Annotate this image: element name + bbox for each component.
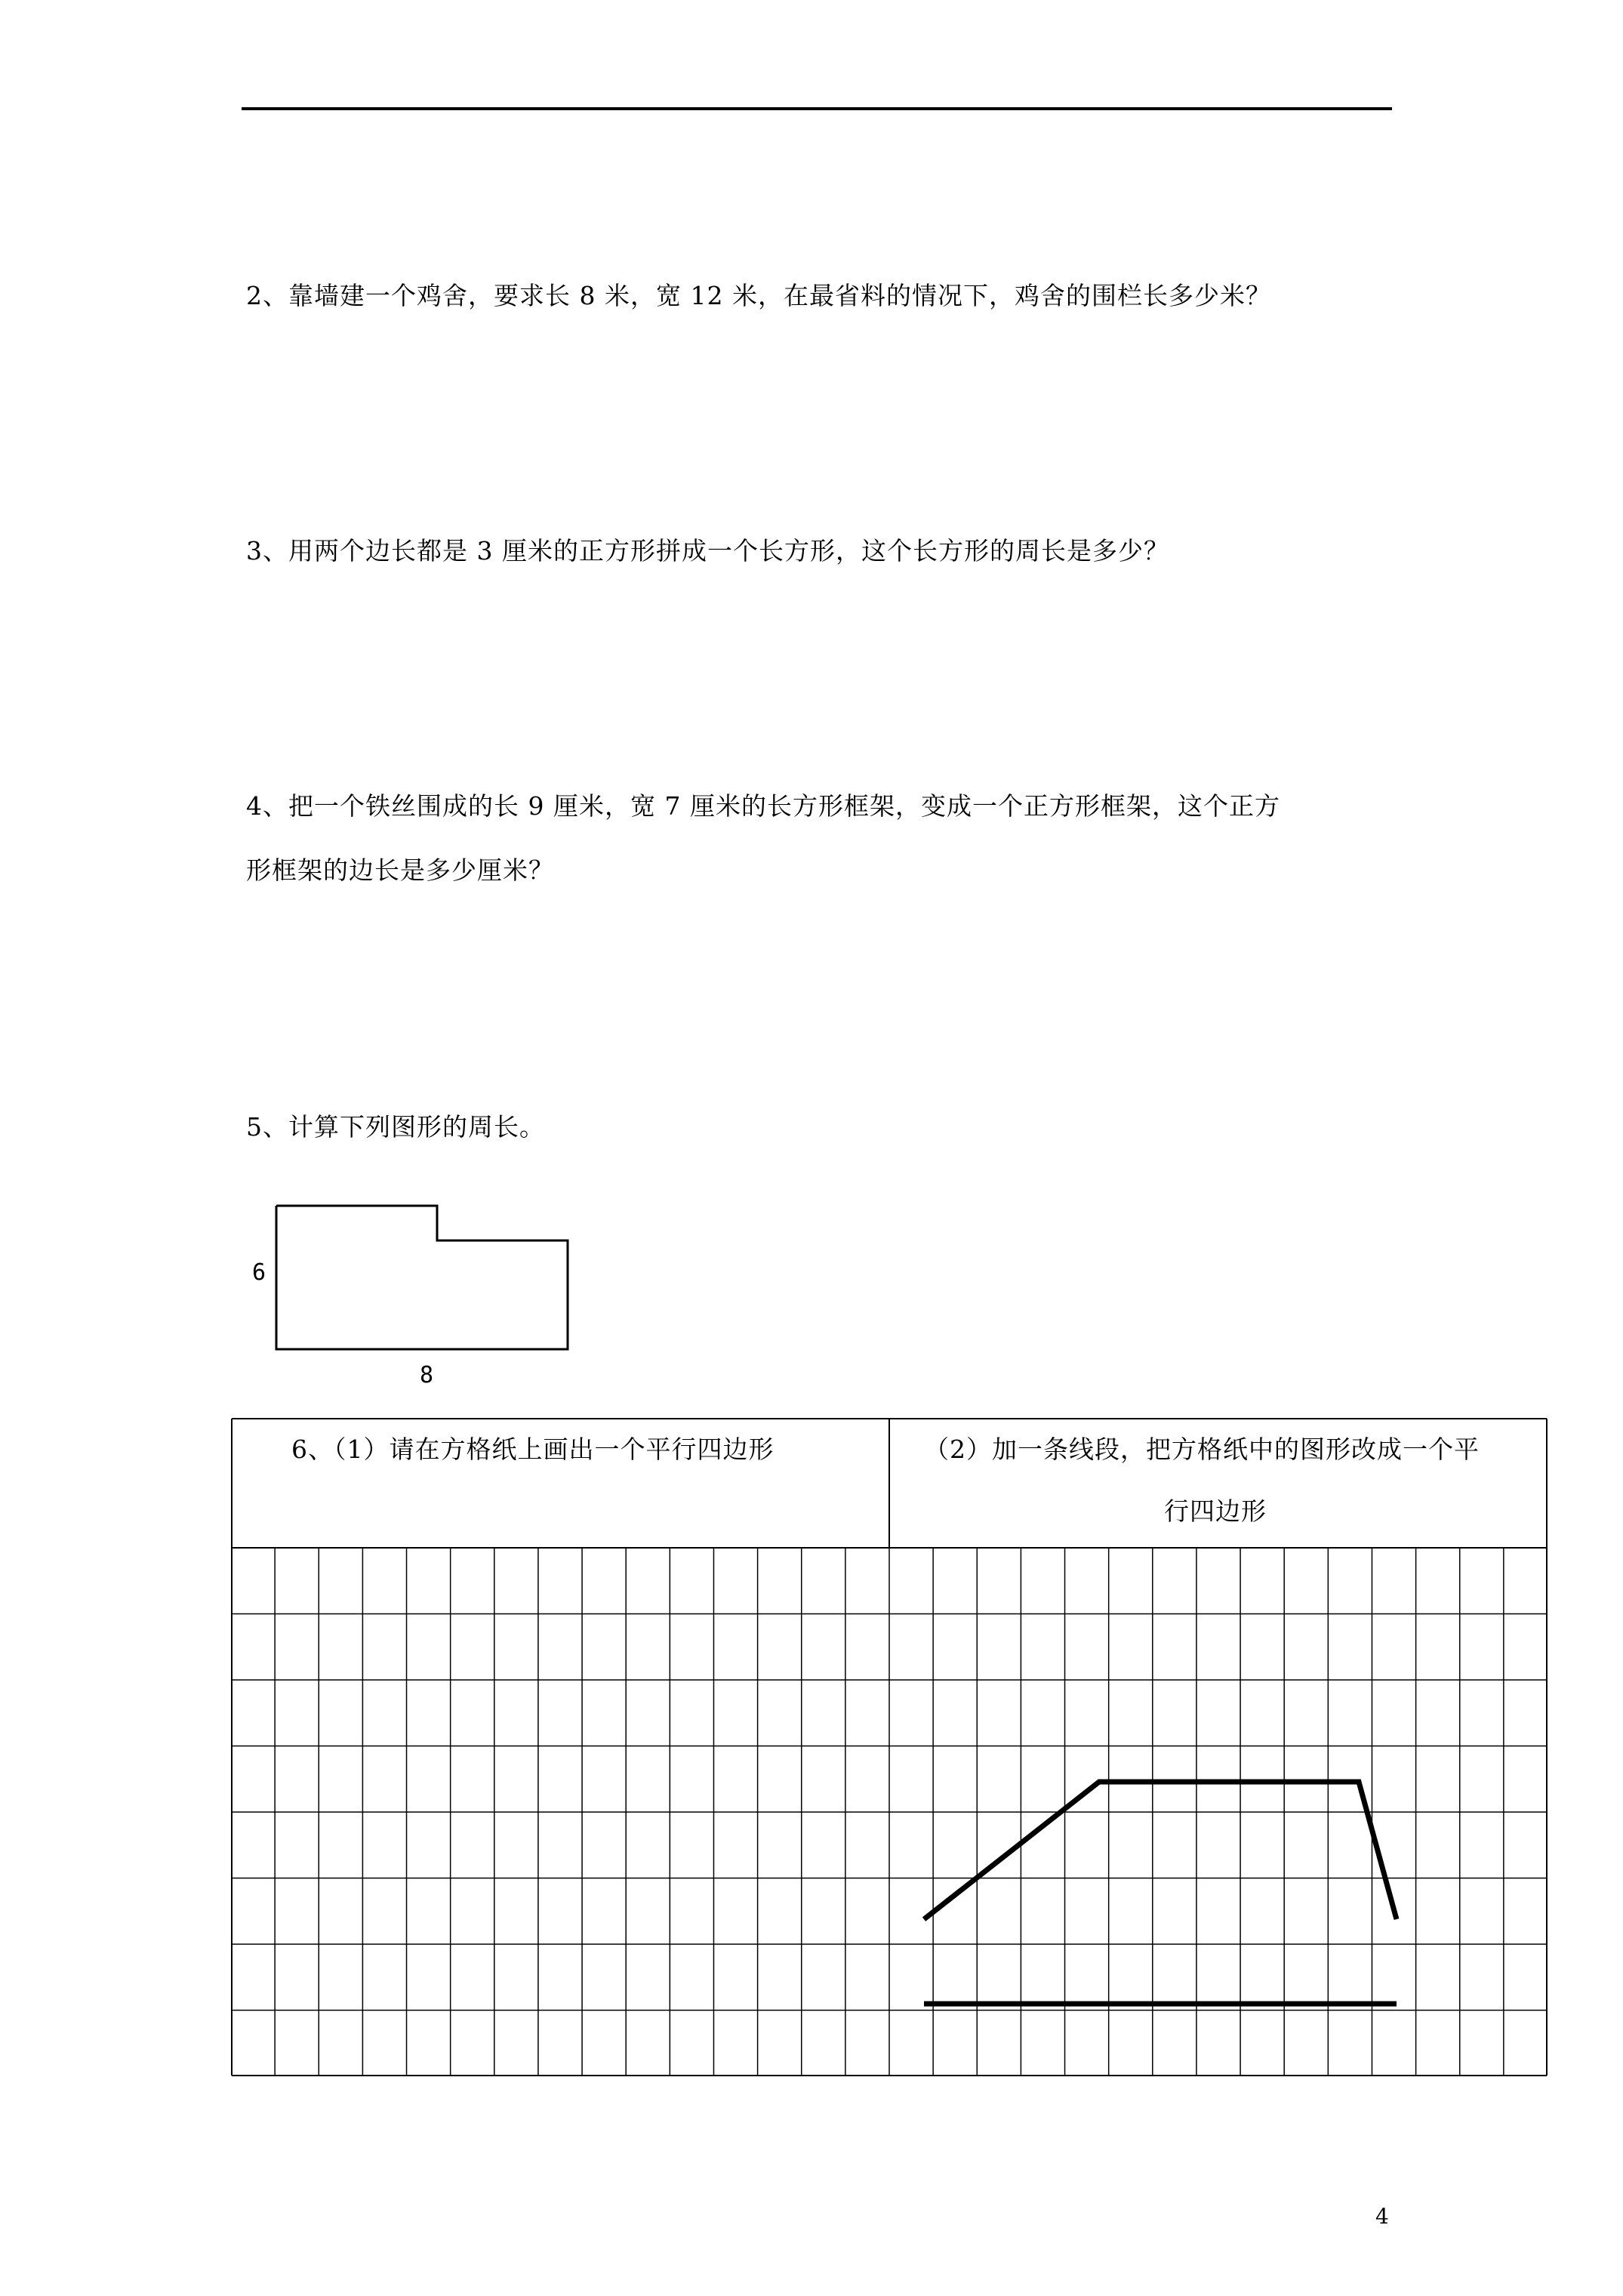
- question-5-figure: [242, 1197, 589, 1393]
- figure-label-width: 8: [420, 1362, 434, 1388]
- question-6-grid-svg: [231, 1418, 1548, 2076]
- q6-part2-instruction-line-2: 行四边形: [1164, 1496, 1267, 1526]
- page-number: 4: [1375, 2204, 1389, 2229]
- l-shape-outline: [276, 1206, 568, 1349]
- q6-part2-instruction-line-1: （2）加一条线段，把方格纸中的图形改成一个平: [924, 1435, 1480, 1464]
- header-rule: [242, 107, 1392, 110]
- question-3: 3、用两个边长都是 3 厘米的正方形拼成一个长方形，这个长方形的周长是多少？: [246, 536, 1169, 566]
- question-5: 5、计算下列图形的周长。: [246, 1112, 545, 1142]
- figure-label-height: 6: [252, 1259, 266, 1286]
- q6-part1-instruction: 6、（1）请在方格纸上画出一个平行四边形: [291, 1435, 775, 1464]
- question-4-line-1: 4、把一个铁丝围成的长 9 厘米，宽 7 厘米的长方形框架，变成一个正方形框架，这个正方: [246, 791, 1280, 821]
- question-6-table: [231, 1418, 1548, 2076]
- question-2: 2、靠墙建一个鸡舍，要求长 8 米，宽 12 米，在最省料的情况下，鸡舍的围栏长多少米？: [246, 281, 1271, 310]
- given-figure-segments: [924, 1782, 1397, 1919]
- grid-lines: [231, 1418, 1548, 2076]
- question-4-line-2: 形框架的边长是多少厘米？: [246, 855, 554, 885]
